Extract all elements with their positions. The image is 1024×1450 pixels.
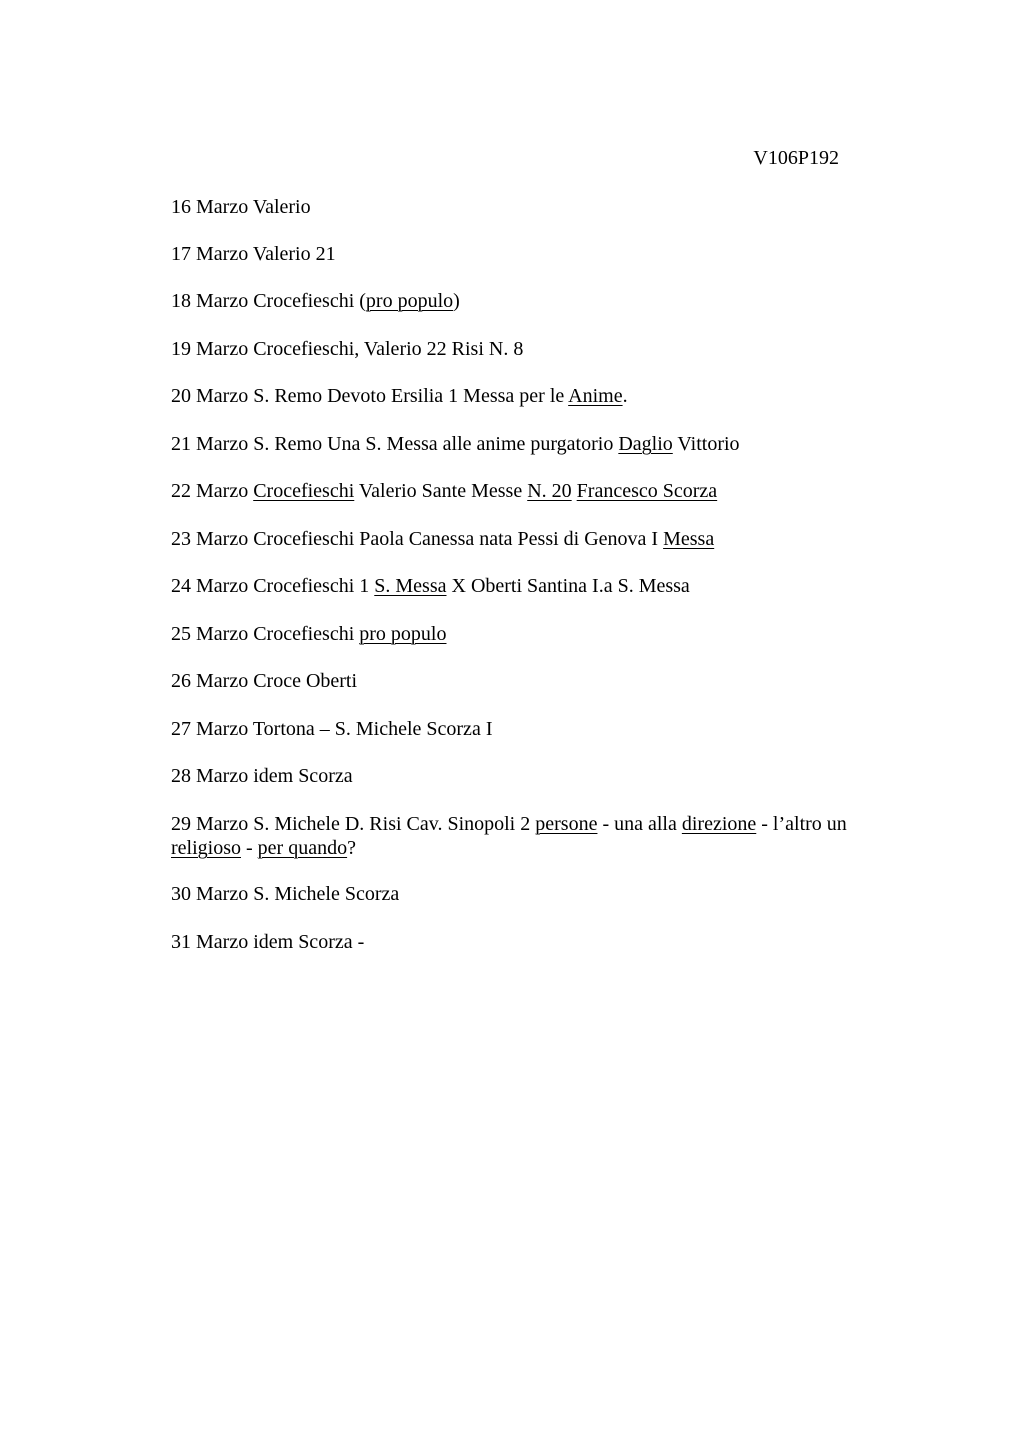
entry-text: 25 Marzo Crocefieschi (171, 623, 360, 645)
entry-text: 17 Marzo Valerio 21 (171, 243, 336, 265)
entry-text: 21 Marzo S. Remo Una S. Messa alle anime purgatorio (171, 433, 619, 455)
entry-21-marzo (171, 432, 881, 456)
underlined-text: Anime (568, 385, 623, 407)
entry-18-marzo (171, 289, 881, 313)
page-reference: V106P192 (753, 147, 839, 169)
entry-text: 22 Marzo (171, 480, 254, 502)
underlined-text: Crocefieschi (253, 480, 355, 502)
entry-text: 27 Marzo Tortona – S. Michele Scorza I (171, 718, 493, 740)
entry-27-marzo (171, 717, 881, 741)
entry-text: 23 Marzo Crocefieschi Paola Canessa nata Pessi di Genova I (171, 528, 664, 550)
underlined-text: pro populo (359, 623, 447, 645)
entry-20-marzo (171, 384, 881, 408)
entry-31-marzo (171, 930, 881, 954)
entry-text: - l’altro un (756, 813, 847, 835)
underlined-text: S. Messa (374, 575, 447, 597)
entry-29-marzo (171, 812, 881, 860)
entry-text: 30 Marzo S. Michele Scorza (171, 883, 400, 905)
underlined-text: Francesco Scorza (576, 480, 718, 502)
entry-26-marzo (171, 669, 881, 693)
entry-19-marzo (171, 337, 881, 361)
underlined-text: per quando (257, 837, 348, 859)
entry-16-marzo (171, 195, 881, 219)
entry-text: - (241, 837, 258, 859)
entry-text: Vittorio (672, 433, 740, 455)
entry-text: . (622, 385, 628, 407)
entry-text: ) (453, 290, 460, 312)
entry-text: 16 Marzo Valerio (171, 196, 311, 218)
entry-text: 31 Marzo idem Scorza - (171, 931, 365, 953)
entry-22-marzo (171, 479, 881, 503)
entry-text: 18 Marzo Crocefieschi ( (171, 290, 366, 312)
entry-30-marzo (171, 882, 881, 906)
underlined-text: Daglio (618, 433, 673, 455)
underlined-text: pro populo (365, 290, 454, 312)
entry-text: 29 Marzo S. Michele D. Risi Cav. Sinopoli 2 (171, 813, 536, 835)
underlined-text: religioso (171, 837, 241, 859)
entry-text: 20 Marzo S. Remo Devoto Ersilia 1 Messa per le (171, 385, 569, 407)
entry-text: 19 Marzo Crocefieschi, Valerio 22 Risi N. 8 (171, 338, 524, 360)
underlined-text: direzione (681, 813, 757, 835)
underlined-text: persone (535, 813, 598, 835)
entry-text: Valerio Sante Messe (354, 480, 528, 502)
entry-25-marzo (171, 622, 881, 646)
entry-text: X Oberti Santina I.a S. Messa (446, 575, 690, 597)
entry-text: 26 Marzo Croce Oberti (171, 670, 358, 692)
underlined-text: N. 20 (527, 480, 572, 502)
entry-23-marzo (171, 527, 881, 551)
entry-28-marzo (171, 764, 881, 788)
entry-text: 24 Marzo Crocefieschi 1 (171, 575, 375, 597)
entry-24-marzo (171, 574, 881, 598)
entry-text: 28 Marzo idem Scorza (171, 765, 353, 787)
underlined-text: Messa (663, 528, 715, 550)
entry-text: ? (347, 837, 356, 859)
entry-17-marzo (171, 242, 881, 266)
entry-text: - una alla (597, 813, 682, 835)
